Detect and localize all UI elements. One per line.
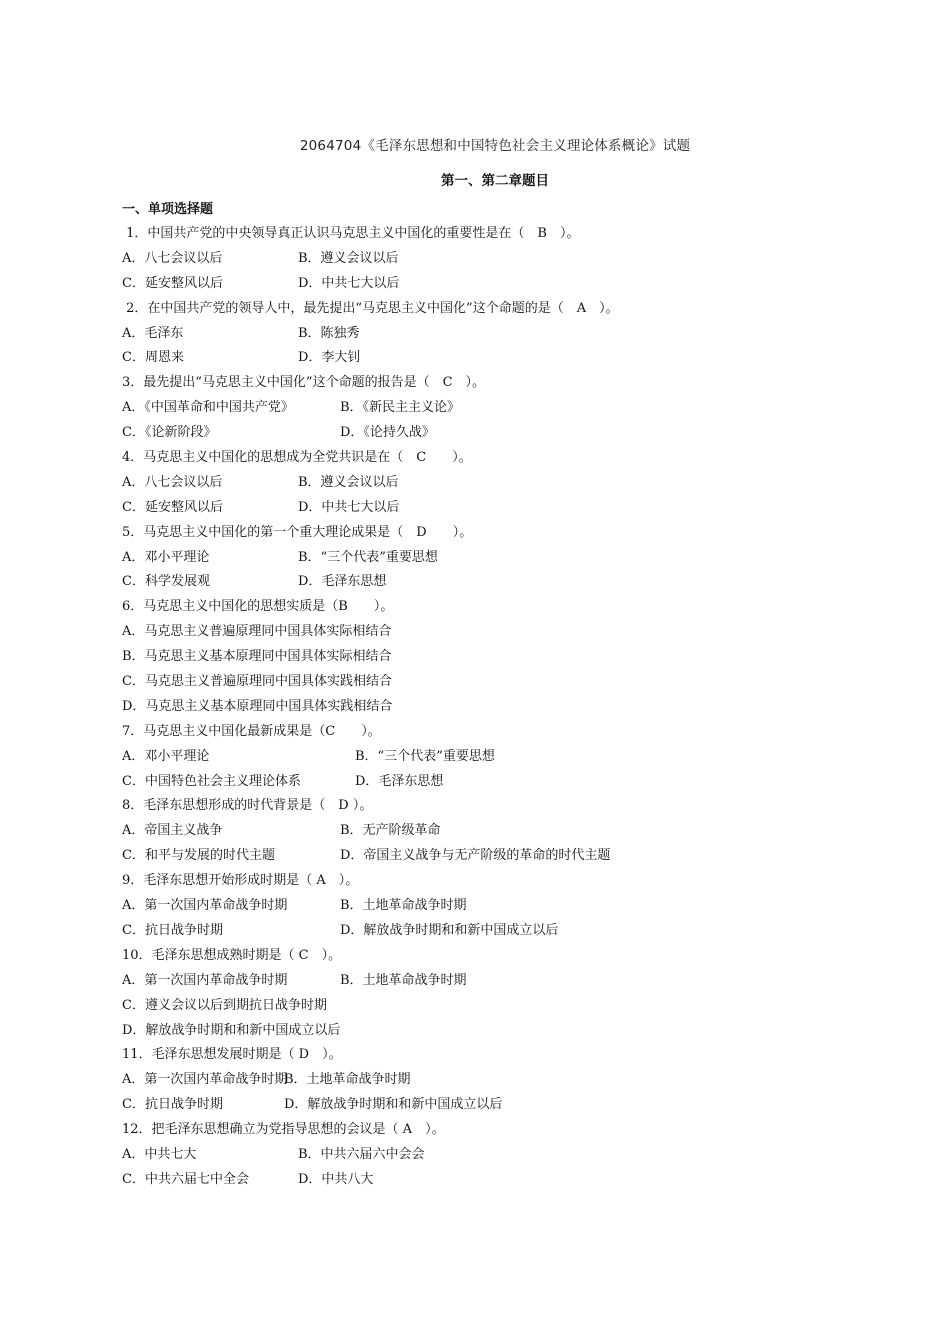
answer-option: B．《新民主主义论》	[340, 400, 461, 416]
question-stem: 4．马克思主义中国化的思想成为全党共识是在（ C ）。	[122, 450, 472, 466]
document-body	[122, 197, 862, 1193]
question-stem: 8．毛泽东思想形成的时代背景是（ D ）。	[122, 798, 373, 814]
answer-option: B．中共六届六中会会	[298, 1146, 425, 1162]
answer-option: C．遵义会议以后到期抗日战争时期	[122, 997, 327, 1013]
answer-option: C．抗日战争时期	[122, 1097, 223, 1113]
answer-option: C．中共六届七中全会	[122, 1171, 249, 1187]
option-row	[122, 745, 862, 770]
option-row	[122, 346, 862, 371]
answer-option: D．毛泽东思想	[355, 773, 444, 789]
option-row	[122, 1019, 862, 1044]
answer-option: D．中共八大	[298, 1171, 374, 1187]
answer-option: C．周恩来	[122, 350, 184, 366]
answer-option: D．解放战争时期和和新中国成立以后	[284, 1097, 503, 1113]
option-row	[122, 770, 862, 795]
answer-option: B．马克思主义基本原理同中国具体实际相结合	[122, 649, 392, 665]
option-row	[122, 322, 862, 347]
option-row	[122, 496, 862, 521]
answer-option: C．抗日战争时期	[122, 922, 223, 938]
question-stem: 12．把毛泽东思想确立为党指导思想的会议是（ A ）。	[122, 1122, 445, 1138]
answer-option: D．马克思主义基本原理同中国具体实践相结合	[122, 698, 393, 714]
answer-option: D．解放战争时期和和新中国成立以后	[340, 922, 559, 938]
answer-option: D．帝国主义战争与无产阶级的革命的时代主题	[340, 848, 611, 864]
question-stem: 7．马克思主义中国化最新成果是（C ）。	[122, 723, 381, 739]
option-row	[122, 421, 862, 446]
question-stem: 5．马克思主义中国化的第一个重大理论成果是（ D ）。	[122, 524, 473, 540]
answer-option: A．第一次国内革命战争时期	[122, 1072, 288, 1088]
answer-option: A．邓小平理论	[122, 549, 210, 565]
answer-option: B．土地革命战争时期	[340, 898, 467, 914]
answer-option: B．遵义会议以后	[298, 474, 399, 490]
answer-option: D．毛泽东思想	[298, 574, 387, 590]
option-row	[122, 1168, 862, 1193]
answer-option: C．中国特色社会主义理论体系	[122, 773, 301, 789]
answer-option: B．土地革命战争时期	[284, 1072, 411, 1088]
option-row	[122, 272, 862, 297]
option-row	[122, 894, 862, 919]
answer-option: C．《论新阶段》	[122, 425, 217, 441]
answer-option: B．无产阶级革命	[340, 823, 441, 839]
document-subtitle: 第一、第二章题目	[441, 173, 549, 189]
answer-option: A．马克思主义普遍原理同中国具体实际相结合	[122, 624, 392, 640]
option-row	[122, 844, 862, 869]
option-row	[122, 919, 862, 944]
option-row	[122, 695, 862, 720]
answer-option: B．陈独秀	[298, 325, 360, 341]
option-row	[122, 471, 862, 496]
option-row	[122, 994, 862, 1019]
answer-option: C．马克思主义普遍原理同中国具体实践相结合	[122, 674, 392, 690]
question-stem: 10．毛泽东思想成熟时期是（ C ）。	[122, 947, 342, 963]
answer-option: B．“三个代表”重要思想	[355, 748, 495, 764]
answer-option: B．遵义会议以后	[298, 250, 399, 266]
option-row	[122, 1068, 862, 1093]
answer-option: B．土地革命战争时期	[340, 972, 467, 988]
option-row	[122, 620, 862, 645]
answer-option: A．中共七大	[122, 1146, 197, 1162]
option-row	[122, 645, 862, 670]
question-stem: 3．最先提出“马克思主义中国化”这个命题的报告是（ C ）。	[122, 375, 486, 391]
answer-option: C．和平与发展的时代主题	[122, 848, 275, 864]
answer-option: A．第一次国内革命战争时期	[122, 898, 288, 914]
option-row	[122, 969, 862, 994]
answer-option: A．八七会议以后	[122, 474, 223, 490]
answer-option: A．邓小平理论	[122, 748, 210, 764]
answer-option: D．李大钊	[298, 350, 361, 366]
answer-option: B．“三个代表”重要思想	[298, 549, 438, 565]
question-stem: 11．毛泽东思想发展时期是（ D ）。	[122, 1047, 342, 1063]
answer-option: C．延安整风以后	[122, 499, 223, 515]
answer-option: D．中共七大以后	[298, 275, 400, 291]
question-stem: 6．马克思主义中国化的思想实质是（B ）。	[122, 599, 394, 615]
answer-option: A．毛泽东	[122, 325, 184, 341]
question-stem: 2．在中国共产党的领导人中，最先提出“马克思主义中国化”这个命题的是（ A ）。	[122, 300, 619, 316]
option-row	[122, 247, 862, 272]
answer-option: C．延安整风以后	[122, 275, 223, 291]
option-row	[122, 819, 862, 844]
question-stem: 9．毛泽东思想开始形成时期是（ A ）。	[122, 873, 359, 889]
answer-option: A．帝国主义战争	[122, 823, 223, 839]
option-row	[122, 1093, 862, 1118]
option-row	[122, 546, 862, 571]
answer-option: C．科学发展观	[122, 574, 210, 590]
answer-option: D．解放战争时期和和新中国成立以后	[122, 1022, 341, 1038]
section-heading: 一、单项选择题	[122, 202, 214, 217]
option-row	[122, 1143, 862, 1168]
question-stem: 1．中国共产党的中央领导真正认识马克思主义中国化的重要性是在（ B ）。	[122, 226, 580, 241]
option-row	[122, 570, 862, 595]
document-title: 2064704《毛泽东思想和中国特色社会主义理论体系概论》试题	[299, 138, 691, 154]
answer-option: D．《论持久战》	[340, 425, 435, 441]
answer-option: A．《中国革命和中国共产党》	[122, 400, 294, 416]
option-row	[122, 396, 862, 421]
answer-option: D．中共七大以后	[298, 499, 400, 515]
answer-option: A．第一次国内革命战争时期	[122, 972, 288, 988]
option-row	[122, 670, 862, 695]
answer-option: A．八七会议以后	[122, 250, 223, 266]
